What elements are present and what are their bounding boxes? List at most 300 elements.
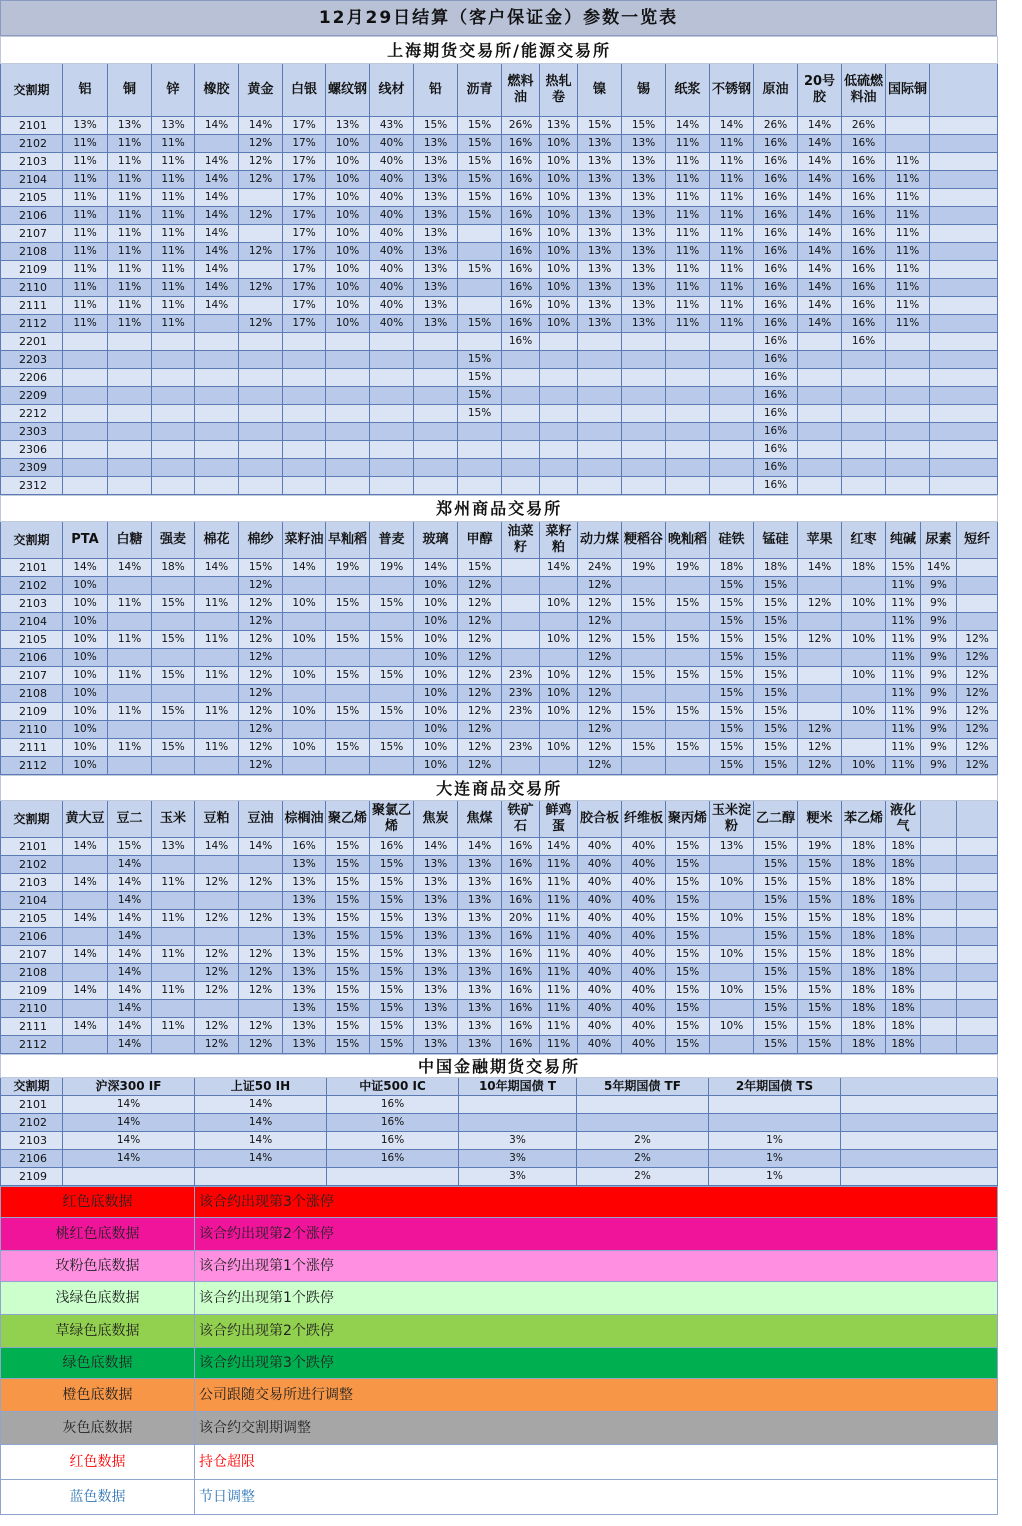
czce-margin-cell: 14% — [921, 559, 957, 577]
shfe-margin-cell — [842, 423, 886, 441]
czce-margin-cell: 15% — [754, 757, 798, 775]
cffex-margin-cell — [841, 1150, 998, 1168]
shfe-margin-cell — [414, 387, 458, 405]
czce-margin-cell — [540, 721, 578, 739]
dce-margin-cell: 40% — [578, 1036, 622, 1054]
czce-margin-cell: 12% — [458, 613, 502, 631]
shfe-margin-cell: 11% — [63, 297, 108, 315]
shfe-margin-cell: 10% — [326, 189, 370, 207]
dce-margin-cell: 16% — [502, 856, 540, 874]
czce-period-cell: 2101 — [1, 559, 63, 577]
czce-margin-cell — [283, 613, 326, 631]
shfe-margin-cell: 16% — [502, 243, 540, 261]
czce-margin-cell: 12% — [957, 739, 998, 757]
dce-period-cell: 2108 — [1, 964, 63, 982]
shfe-margin-cell — [108, 351, 152, 369]
dce-margin-cell: 13% — [414, 964, 458, 982]
czce-margin-cell — [666, 685, 710, 703]
dce-margin-cell — [239, 856, 283, 874]
dce-period-cell: 2102 — [1, 856, 63, 874]
czce-margin-cell — [326, 685, 370, 703]
czce-margin-cell: 11% — [886, 685, 921, 703]
czce-margin-cell — [502, 613, 540, 631]
shfe-margin-cell: 13% — [414, 225, 458, 243]
dce-margin-cell — [710, 928, 754, 946]
shfe-margin-cell — [798, 477, 842, 495]
dce-margin-cell: 13% — [283, 982, 326, 1000]
dce-margin-cell: 18% — [842, 838, 886, 856]
czce-margin-cell — [666, 757, 710, 775]
shfe-margin-cell — [326, 477, 370, 495]
cffex-header-cell — [841, 1078, 998, 1096]
shfe-margin-cell — [63, 459, 108, 477]
dce-margin-cell: 18% — [842, 1000, 886, 1018]
shfe-margin-cell: 11% — [63, 135, 108, 153]
dce-margin-cell: 18% — [842, 910, 886, 928]
shfe-margin-cell: 11% — [63, 279, 108, 297]
czce-margin-cell: 9% — [921, 757, 957, 775]
shfe-margin-cell — [710, 369, 754, 387]
cffex-table-row — [1, 1132, 998, 1150]
czce-margin-cell: 14% — [283, 559, 326, 577]
dce-margin-cell: 15% — [798, 910, 842, 928]
czce-margin-cell: 12% — [578, 631, 622, 649]
shfe-margin-cell — [930, 441, 998, 459]
czce-margin-cell: 12% — [458, 667, 502, 685]
czce-margin-cell — [370, 577, 414, 595]
czce-period-cell: 2103 — [1, 595, 63, 613]
czce-margin-cell: 18% — [152, 559, 195, 577]
dce-margin-cell: 15% — [666, 1036, 710, 1054]
cffex-margin-cell — [577, 1096, 709, 1114]
shfe-margin-cell — [239, 189, 283, 207]
czce-margin-cell — [502, 649, 540, 667]
czce-header-cell: 白糖 — [108, 522, 152, 559]
shfe-margin-cell — [540, 369, 578, 387]
czce-margin-cell — [283, 577, 326, 595]
shfe-margin-cell: 11% — [886, 279, 930, 297]
legend-row — [1, 1315, 998, 1348]
shfe-margin-cell — [930, 351, 998, 369]
legend-description: 该合约出现第3个跌停 — [195, 1348, 998, 1379]
czce-margin-cell — [798, 613, 842, 631]
dce-margin-cell — [195, 1000, 239, 1018]
shfe-margin-cell: 12% — [239, 135, 283, 153]
czce-margin-cell: 15% — [754, 595, 798, 613]
shfe-header-cell: 交割期 — [1, 64, 63, 117]
dce-margin-cell: 40% — [622, 838, 666, 856]
shfe-margin-cell — [622, 459, 666, 477]
shfe-margin-cell: 10% — [326, 243, 370, 261]
dce-margin-cell: 13% — [458, 874, 502, 892]
cffex-header-cell: 上证50 IH — [195, 1078, 327, 1096]
legend-description: 该合约出现第2个涨停 — [195, 1218, 998, 1251]
shfe-table-row — [1, 279, 998, 297]
shfe-margin-cell: 11% — [63, 171, 108, 189]
shfe-margin-cell — [414, 405, 458, 423]
dce-margin-cell: 15% — [326, 946, 370, 964]
shfe-margin-cell — [370, 333, 414, 351]
shfe-margin-cell: 16% — [842, 297, 886, 315]
dce-margin-cell: 40% — [578, 928, 622, 946]
czce-margin-cell: 10% — [283, 667, 326, 685]
shfe-margin-cell — [239, 297, 283, 315]
dce-margin-cell: 12% — [195, 946, 239, 964]
czce-margin-cell: 14% — [540, 559, 578, 577]
czce-margin-cell: 12% — [798, 631, 842, 649]
shfe-margin-cell: 15% — [458, 387, 502, 405]
dce-table — [0, 775, 998, 1054]
shfe-margin-cell: 11% — [666, 315, 710, 333]
cffex-header-cell: 2年期国债 TS — [709, 1078, 841, 1096]
shfe-margin-cell — [152, 477, 195, 495]
shfe-margin-cell: 13% — [540, 117, 578, 135]
dce-margin-cell: 15% — [754, 946, 798, 964]
shfe-margin-cell: 13% — [622, 153, 666, 171]
shfe-margin-cell — [283, 369, 326, 387]
dce-period-cell: 2106 — [1, 928, 63, 946]
dce-margin-cell — [921, 856, 957, 874]
shfe-margin-cell: 16% — [754, 333, 798, 351]
shfe-margin-cell: 11% — [710, 261, 754, 279]
cffex-period-cell: 2101 — [1, 1096, 63, 1114]
legend-description: 该合约出现第2个跌停 — [195, 1315, 998, 1348]
shfe-period-cell: 2107 — [1, 225, 63, 243]
shfe-margin-cell — [930, 153, 998, 171]
czce-margin-cell: 12% — [239, 667, 283, 685]
shfe-margin-cell: 15% — [458, 135, 502, 153]
shfe-margin-cell: 11% — [710, 225, 754, 243]
dce-margin-cell — [957, 910, 998, 928]
legend-row — [1, 1282, 998, 1315]
czce-margin-cell: 12% — [239, 649, 283, 667]
shfe-margin-cell — [283, 441, 326, 459]
shfe-margin-cell: 13% — [578, 261, 622, 279]
cffex-margin-cell — [841, 1132, 998, 1150]
legend-description: 该合约交割期调整 — [195, 1412, 998, 1445]
shfe-table-row — [1, 225, 998, 243]
shfe-margin-cell: 14% — [195, 243, 239, 261]
shfe-margin-cell: 11% — [108, 279, 152, 297]
shfe-margin-cell: 14% — [195, 207, 239, 225]
czce-margin-cell — [152, 685, 195, 703]
shfe-header-cell: 橡胶 — [195, 64, 239, 117]
dce-margin-cell: 14% — [108, 964, 152, 982]
shfe-margin-cell — [842, 351, 886, 369]
shfe-margin-cell — [326, 441, 370, 459]
shfe-period-cell: 2109 — [1, 261, 63, 279]
dce-margin-cell: 15% — [370, 874, 414, 892]
dce-margin-cell: 18% — [886, 1000, 921, 1018]
shfe-margin-cell — [578, 369, 622, 387]
shfe-margin-cell: 14% — [195, 279, 239, 297]
cffex-header-cell: 交割期 — [1, 1078, 63, 1096]
shfe-header-cell: 黄金 — [239, 64, 283, 117]
dce-margin-cell: 40% — [622, 964, 666, 982]
czce-header-cell: 交割期 — [1, 522, 63, 559]
czce-margin-cell: 10% — [842, 703, 886, 721]
czce-margin-cell: 11% — [886, 667, 921, 685]
dce-margin-cell: 14% — [239, 838, 283, 856]
czce-margin-cell: 12% — [578, 613, 622, 631]
shfe-margin-cell: 16% — [754, 297, 798, 315]
shfe-margin-cell — [502, 369, 540, 387]
shfe-margin-cell: 40% — [370, 207, 414, 225]
shfe-margin-cell — [283, 405, 326, 423]
dce-margin-cell: 15% — [326, 910, 370, 928]
cffex-margin-cell — [195, 1168, 327, 1186]
shfe-margin-cell — [326, 333, 370, 351]
shfe-margin-cell — [502, 441, 540, 459]
dce-margin-cell — [957, 1000, 998, 1018]
shfe-header-cell: 原油 — [754, 64, 798, 117]
dce-margin-cell: 13% — [414, 910, 458, 928]
shfe-header-cell: 沥青 — [458, 64, 502, 117]
shfe-margin-cell: 10% — [540, 153, 578, 171]
dce-margin-cell: 12% — [195, 982, 239, 1000]
legend-description: 持仓超限 — [195, 1445, 998, 1480]
czce-margin-cell: 11% — [886, 757, 921, 775]
shfe-margin-cell: 16% — [754, 243, 798, 261]
dce-margin-cell — [195, 928, 239, 946]
shfe-margin-cell: 16% — [754, 261, 798, 279]
dce-margin-cell: 14% — [63, 910, 108, 928]
dce-margin-cell — [921, 946, 957, 964]
dce-header-cell: 焦炭 — [414, 801, 458, 838]
czce-margin-cell — [957, 613, 998, 631]
cffex-margin-cell — [459, 1114, 577, 1132]
shfe-margin-cell: 13% — [622, 261, 666, 279]
cffex-margin-cell: 1% — [709, 1132, 841, 1150]
czce-margin-cell: 15% — [754, 721, 798, 739]
czce-margin-cell: 19% — [370, 559, 414, 577]
dce-margin-cell: 16% — [502, 874, 540, 892]
shfe-margin-cell — [842, 459, 886, 477]
shfe-period-cell: 2101 — [1, 117, 63, 135]
shfe-margin-cell — [578, 441, 622, 459]
shfe-margin-cell: 16% — [502, 153, 540, 171]
dce-margin-cell: 15% — [798, 982, 842, 1000]
dce-margin-cell: 16% — [502, 982, 540, 1000]
czce-margin-cell: 10% — [414, 613, 458, 631]
legend-table — [0, 1186, 998, 1515]
czce-margin-cell — [798, 577, 842, 595]
dce-margin-cell — [152, 856, 195, 874]
czce-margin-cell — [540, 649, 578, 667]
shfe-margin-cell — [63, 387, 108, 405]
dce-margin-cell: 15% — [754, 892, 798, 910]
shfe-margin-cell — [578, 459, 622, 477]
shfe-margin-cell — [370, 405, 414, 423]
shfe-margin-cell: 17% — [283, 243, 326, 261]
czce-margin-cell: 10% — [414, 649, 458, 667]
dce-margin-cell: 18% — [842, 964, 886, 982]
dce-margin-cell: 13% — [283, 1018, 326, 1036]
dce-margin-cell — [195, 892, 239, 910]
cffex-margin-cell: 14% — [63, 1096, 195, 1114]
shfe-margin-cell — [842, 441, 886, 459]
shfe-margin-cell: 16% — [754, 225, 798, 243]
czce-margin-cell — [108, 649, 152, 667]
dce-table-row — [1, 964, 998, 982]
shfe-margin-cell — [152, 405, 195, 423]
czce-margin-cell: 10% — [414, 721, 458, 739]
dce-margin-cell: 12% — [239, 982, 283, 1000]
shfe-margin-cell — [239, 225, 283, 243]
shfe-margin-cell: 15% — [458, 351, 502, 369]
dce-margin-cell: 18% — [842, 982, 886, 1000]
dce-margin-cell: 14% — [63, 946, 108, 964]
shfe-margin-cell: 40% — [370, 279, 414, 297]
shfe-header-cell: 20号胶 — [798, 64, 842, 117]
shfe-margin-cell: 13% — [578, 297, 622, 315]
dce-margin-cell: 13% — [458, 946, 502, 964]
legend-key: 红色底数据 — [1, 1187, 195, 1218]
dce-table-row — [1, 1036, 998, 1054]
legend-key: 蓝色数据 — [1, 1480, 195, 1515]
czce-header-cell: 动力煤 — [578, 522, 622, 559]
shfe-margin-cell: 40% — [370, 171, 414, 189]
dce-margin-cell: 40% — [578, 910, 622, 928]
shfe-margin-cell: 40% — [370, 153, 414, 171]
shfe-margin-cell: 40% — [370, 315, 414, 333]
czce-margin-cell: 10% — [414, 703, 458, 721]
dce-margin-cell: 15% — [666, 910, 710, 928]
shfe-margin-cell: 13% — [414, 315, 458, 333]
shfe-margin-cell: 10% — [540, 279, 578, 297]
dce-margin-cell: 13% — [414, 1000, 458, 1018]
shfe-margin-cell: 10% — [326, 261, 370, 279]
shfe-margin-cell: 14% — [798, 207, 842, 225]
shfe-margin-cell: 16% — [502, 315, 540, 333]
shfe-margin-cell — [578, 387, 622, 405]
shfe-margin-cell: 14% — [798, 135, 842, 153]
czce-table-row — [1, 757, 998, 775]
legend-row — [1, 1348, 998, 1379]
dce-header-cell: 交割期 — [1, 801, 63, 838]
czce-margin-cell: 10% — [283, 595, 326, 613]
czce-margin-cell — [370, 649, 414, 667]
dce-margin-cell: 40% — [622, 1018, 666, 1036]
dce-margin-cell: 40% — [622, 856, 666, 874]
czce-margin-cell: 10% — [63, 685, 108, 703]
dce-margin-cell — [152, 928, 195, 946]
dce-margin-cell: 14% — [108, 928, 152, 946]
shfe-margin-cell — [930, 333, 998, 351]
shfe-margin-cell: 11% — [710, 207, 754, 225]
shfe-margin-cell: 13% — [578, 279, 622, 297]
shfe-period-cell: 2103 — [1, 153, 63, 171]
shfe-margin-cell: 10% — [540, 297, 578, 315]
cffex-margin-cell — [327, 1168, 459, 1186]
dce-margin-cell: 12% — [239, 910, 283, 928]
czce-header-cell: 棉花 — [195, 522, 239, 559]
shfe-margin-cell — [239, 441, 283, 459]
shfe-margin-cell: 10% — [326, 207, 370, 225]
czce-margin-cell: 23% — [502, 739, 540, 757]
dce-margin-cell: 14% — [108, 1018, 152, 1036]
shfe-margin-cell — [930, 369, 998, 387]
dce-margin-cell: 13% — [458, 964, 502, 982]
shfe-margin-cell — [239, 387, 283, 405]
cffex-margin-cell: 16% — [327, 1114, 459, 1132]
shfe-margin-cell: 10% — [326, 297, 370, 315]
shfe-margin-cell: 16% — [754, 189, 798, 207]
shfe-period-cell: 2108 — [1, 243, 63, 261]
dce-margin-cell — [957, 892, 998, 910]
czce-table-row — [1, 685, 998, 703]
dce-margin-cell: 16% — [502, 892, 540, 910]
shfe-table-row — [1, 405, 998, 423]
czce-margin-cell: 15% — [622, 739, 666, 757]
shfe-table-row — [1, 477, 998, 495]
shfe-margin-cell: 13% — [578, 207, 622, 225]
czce-margin-cell: 11% — [195, 739, 239, 757]
dce-margin-cell: 15% — [754, 838, 798, 856]
czce-margin-cell: 15% — [370, 595, 414, 613]
shfe-margin-cell: 17% — [283, 279, 326, 297]
czce-table-row — [1, 595, 998, 613]
czce-margin-cell: 9% — [921, 577, 957, 595]
shfe-margin-cell: 11% — [710, 297, 754, 315]
czce-margin-cell — [195, 685, 239, 703]
dce-margin-cell: 15% — [666, 1018, 710, 1036]
shfe-margin-cell — [622, 441, 666, 459]
shfe-margin-cell — [540, 387, 578, 405]
shfe-margin-cell — [458, 423, 502, 441]
legend-row — [1, 1251, 998, 1282]
shfe-margin-cell: 16% — [754, 387, 798, 405]
czce-margin-cell — [108, 757, 152, 775]
shfe-margin-cell — [666, 405, 710, 423]
shfe-margin-cell — [798, 351, 842, 369]
shfe-header-cell: 白银 — [283, 64, 326, 117]
dce-margin-cell: 18% — [886, 910, 921, 928]
czce-margin-cell: 10% — [540, 703, 578, 721]
shfe-margin-cell: 40% — [370, 225, 414, 243]
shfe-period-cell: 2102 — [1, 135, 63, 153]
shfe-margin-cell: 16% — [502, 171, 540, 189]
czce-header-cell: 普麦 — [370, 522, 414, 559]
dce-header-cell: 聚氯乙烯 — [370, 801, 414, 838]
shfe-margin-cell: 14% — [798, 279, 842, 297]
shfe-margin-cell: 13% — [578, 189, 622, 207]
shfe-table-row — [1, 441, 998, 459]
czce-margin-cell — [283, 685, 326, 703]
czce-margin-cell: 12% — [458, 721, 502, 739]
dce-period-cell: 2112 — [1, 1036, 63, 1054]
dce-margin-cell: 10% — [710, 946, 754, 964]
shfe-margin-cell: 11% — [710, 243, 754, 261]
dce-margin-cell — [921, 838, 957, 856]
shfe-margin-cell: 17% — [283, 297, 326, 315]
shfe-margin-cell — [886, 369, 930, 387]
shfe-margin-cell: 10% — [326, 135, 370, 153]
dce-table-row — [1, 982, 998, 1000]
dce-margin-cell: 15% — [326, 1036, 370, 1054]
czce-margin-cell — [326, 757, 370, 775]
shfe-margin-cell — [710, 405, 754, 423]
shfe-margin-cell: 11% — [63, 315, 108, 333]
shfe-margin-cell — [930, 117, 998, 135]
dce-period-cell: 2104 — [1, 892, 63, 910]
czce-margin-cell — [540, 757, 578, 775]
cffex-margin-cell: 14% — [195, 1114, 327, 1132]
dce-period-cell: 2109 — [1, 982, 63, 1000]
shfe-margin-cell: 11% — [108, 315, 152, 333]
shfe-margin-cell: 16% — [502, 135, 540, 153]
shfe-margin-cell: 16% — [502, 297, 540, 315]
